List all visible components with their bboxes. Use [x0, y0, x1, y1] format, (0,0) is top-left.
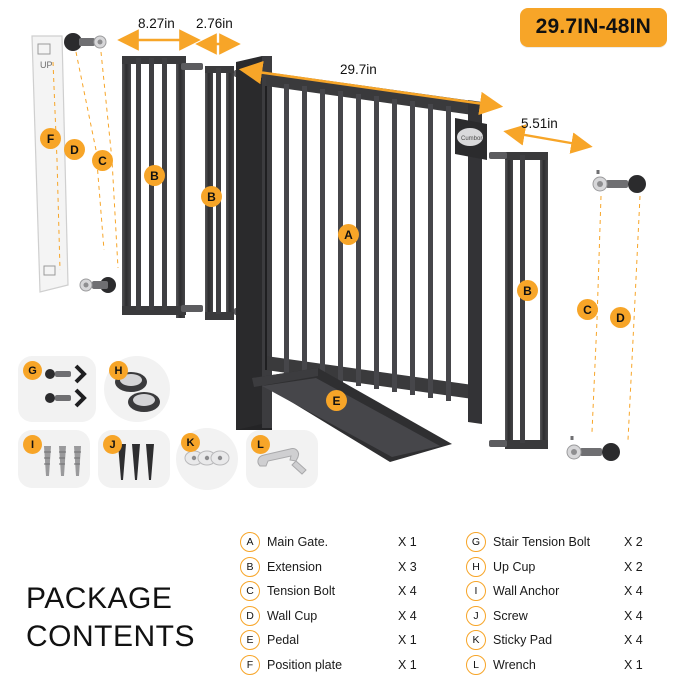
callout-c-left: C [92, 150, 113, 171]
list-item [240, 555, 440, 580]
tray-label-l: L [251, 435, 270, 454]
contents-list [240, 530, 670, 677]
item-letter: J [466, 606, 486, 626]
item-qty: X 4 [398, 584, 417, 599]
item-letter: E [240, 630, 260, 650]
size-range-badge: 29.7IN-48IN [520, 8, 667, 47]
item-letter: I [466, 581, 486, 601]
position-plate-part [32, 36, 68, 292]
item-name: Tension Bolt [267, 584, 336, 599]
contents-column-left [240, 530, 440, 677]
item-qty: X 1 [398, 657, 417, 672]
list-item [466, 653, 666, 678]
item-letter: K [466, 630, 486, 650]
item-qty: X 4 [624, 608, 643, 623]
item-qty: X 2 [624, 559, 643, 574]
tray-label-j: J [103, 435, 122, 454]
item-name: Pedal [267, 633, 299, 648]
callout-d-right: D [610, 307, 631, 328]
callout-b-left: B [144, 165, 165, 186]
list-item [466, 628, 666, 653]
item-name: Main Gate. [267, 535, 329, 550]
item-qty: X 4 [398, 608, 417, 623]
item-qty: X 4 [624, 633, 643, 648]
item-letter: F [240, 655, 260, 675]
callout-f-plate: F [40, 128, 61, 149]
item-qty: X 4 [624, 584, 643, 599]
item-name: Extension [267, 559, 322, 574]
item-letter: B [240, 557, 260, 577]
item-qty: X 1 [398, 535, 417, 550]
tray-label-i: I [23, 435, 42, 454]
callout-b-narrow: B [201, 186, 222, 207]
list-item [240, 530, 440, 555]
callout-e-pedal: E [326, 390, 347, 411]
contents-column-right [466, 530, 666, 677]
item-letter: H [466, 557, 486, 577]
item-qty: X 1 [398, 633, 417, 648]
item-qty: X 3 [398, 559, 417, 574]
list-item [466, 555, 666, 580]
item-letter: D [240, 606, 260, 626]
item-name: Position plate [267, 657, 343, 672]
item-name: Screw [493, 608, 528, 623]
extension-panel-right [489, 152, 548, 449]
item-qty: X 2 [624, 535, 643, 550]
item-letter: A [240, 532, 260, 552]
item-qty: X 1 [624, 657, 643, 672]
item-name: Stair Tension Bolt [493, 535, 591, 550]
dimension-label-8-27: 8.27in [138, 16, 175, 31]
dimension-label-29-7: 29.7in [340, 62, 377, 77]
list-item [240, 604, 440, 629]
list-item [466, 530, 666, 555]
svg-text:Cumbor: Cumbor [461, 136, 483, 142]
item-letter: C [240, 581, 260, 601]
callout-d-left: D [64, 139, 85, 160]
callout-c-right: C [577, 299, 598, 320]
dimension-label-2-76: 2.76in [196, 16, 233, 31]
list-item [240, 628, 440, 653]
item-name: Wrench [493, 657, 536, 672]
item-name: Wall Anchor [493, 584, 560, 599]
tray-label-g: G [23, 361, 42, 380]
item-name: Up Cup [493, 559, 536, 574]
svg-text:UP: UP [40, 60, 53, 70]
item-letter: L [466, 655, 486, 675]
callout-b-right: B [517, 280, 538, 301]
callout-a: A [338, 224, 359, 245]
list-item [466, 604, 666, 629]
main-gate [236, 56, 487, 430]
package-heading-line1: PACKAGE [26, 582, 173, 615]
list-item [466, 579, 666, 604]
dimension-label-5-51: 5.51in [521, 116, 558, 131]
list-item [240, 579, 440, 604]
item-name: Sticky Pad [493, 633, 553, 648]
package-contents-heading [26, 580, 195, 657]
item-letter: G [466, 532, 486, 552]
list-item [240, 653, 440, 678]
tray-label-h: H [109, 361, 128, 380]
item-name: Wall Cup [267, 608, 318, 623]
extension-panel-left [122, 56, 203, 318]
tray-label-k: K [181, 433, 200, 452]
package-heading-line2: CONTENTS [26, 620, 195, 654]
